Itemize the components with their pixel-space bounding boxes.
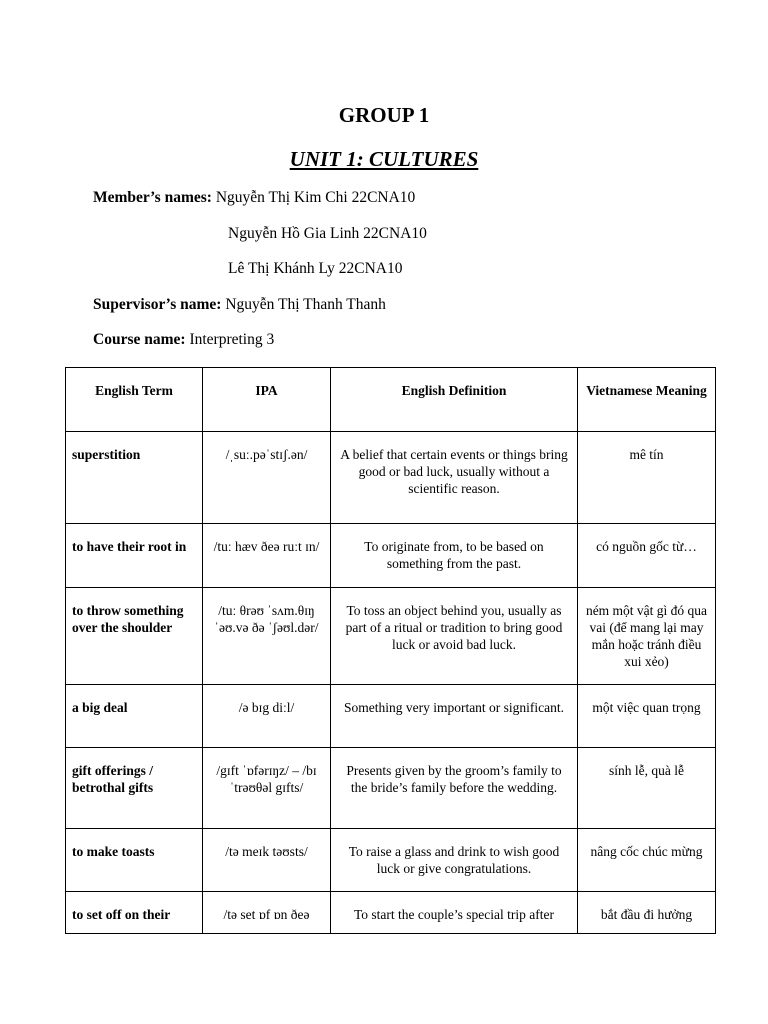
definition-cell: Presents given by the groom’s family to the bride’s family before the wedding.	[331, 748, 578, 829]
term-cell: to have their root in	[66, 524, 203, 588]
vietnamese-cell: sính lễ, quà lễ	[578, 748, 716, 829]
member-name: Nguyễn Thị Kim Chi 22CNA10	[215, 189, 416, 206]
term-cell: to throw something over the shoulder	[66, 588, 203, 685]
course-label: Course name:	[93, 331, 186, 348]
column-header-term: English Term	[66, 368, 203, 432]
term-cell: a big deal	[66, 685, 203, 748]
definition-cell: Something very important or significant.	[331, 685, 578, 748]
supervisor-line	[93, 295, 386, 315]
ipa-cell: /tuː θrəʊ ˈsʌm.θɪŋ ˈəʊ.və ðə ˈʃəʊl.dər/	[203, 588, 331, 685]
vietnamese-cell: có nguồn gốc từ…	[578, 524, 716, 588]
table-row	[66, 685, 716, 748]
vietnamese-cell	[578, 892, 716, 934]
ipa-cell: /gɪft ˈɒfərɪŋz/ – /bɪˈtrəʊθəl gɪfts/	[203, 748, 331, 829]
definition-cell: To raise a glass and drink to wish good luck or give congratulations.	[331, 829, 578, 892]
definition-text: To start the couple’s special trip after	[354, 907, 554, 922]
table-row	[66, 588, 716, 685]
vocabulary-table	[65, 367, 716, 934]
ipa-cell: /tə meɪk təʊsts/	[203, 829, 331, 892]
ipa-cell	[203, 892, 331, 934]
table-row	[66, 524, 716, 588]
vietnamese-cell: nâng cốc chúc mừng	[578, 829, 716, 892]
column-header-vietnamese: Vietnamese Meaning	[578, 368, 716, 432]
definition-cell: A belief that certain events or things bring good or bad luck, usually without a scientific reason.	[331, 432, 578, 524]
definition-cell: To originate from, to be based on something from the past.	[331, 524, 578, 588]
vietnamese-text: bắt đầu đi hưởng	[600, 907, 693, 922]
ipa-text: /tə set ɒf ɒn ðeə	[223, 907, 310, 922]
vietnamese-cell: một việc quan trọng	[578, 685, 716, 748]
term-cell	[66, 892, 203, 934]
course-name: Interpreting 3	[189, 331, 275, 348]
document-subtitle: UNIT 1: CULTURES	[289, 147, 479, 171]
table-row	[66, 829, 716, 892]
table-row	[66, 748, 716, 829]
column-header-definition: English Definition	[331, 368, 578, 432]
table-row	[66, 432, 716, 524]
vietnamese-cell: mê tín	[578, 432, 716, 524]
term-text: to set off on their	[72, 907, 171, 922]
definition-cell: To toss an object behind you, usually as part of a ritual or tradition to bring good luck or avoid bad luck.	[331, 588, 578, 685]
member-name: Lê Thị Khánh Ly 22CNA10	[228, 260, 403, 277]
members-label: Member’s names:	[93, 189, 212, 206]
term-cell: to make toasts	[66, 829, 203, 892]
document-title: GROUP 1	[338, 103, 430, 127]
ipa-cell: /ˌsuː.pəˈstɪʃ.ən/	[203, 432, 331, 524]
supervisor-name: Nguyễn Thị Thanh Thanh	[225, 296, 386, 313]
ipa-cell: /ə bɪg diːl/	[203, 685, 331, 748]
member-name: Nguyễn Hồ Gia Linh 22CNA10	[228, 225, 427, 242]
members-line	[93, 188, 415, 208]
term-cell: superstition	[66, 432, 203, 524]
definition-cell	[331, 892, 578, 934]
ipa-cell: /tuː hæv ðeə ruːt ɪn/	[203, 524, 331, 588]
table-row	[66, 892, 716, 934]
table-header-row	[66, 368, 716, 432]
vietnamese-cell: ném một vật gì đó qua vai (để mang lại may mắn hoặc tránh điều xui xẻo)	[578, 588, 716, 685]
course-line	[93, 330, 274, 350]
column-header-ipa: IPA	[203, 368, 331, 432]
supervisor-label: Supervisor’s name:	[93, 296, 222, 313]
term-cell: gift offerings / betrothal gifts	[66, 748, 203, 829]
